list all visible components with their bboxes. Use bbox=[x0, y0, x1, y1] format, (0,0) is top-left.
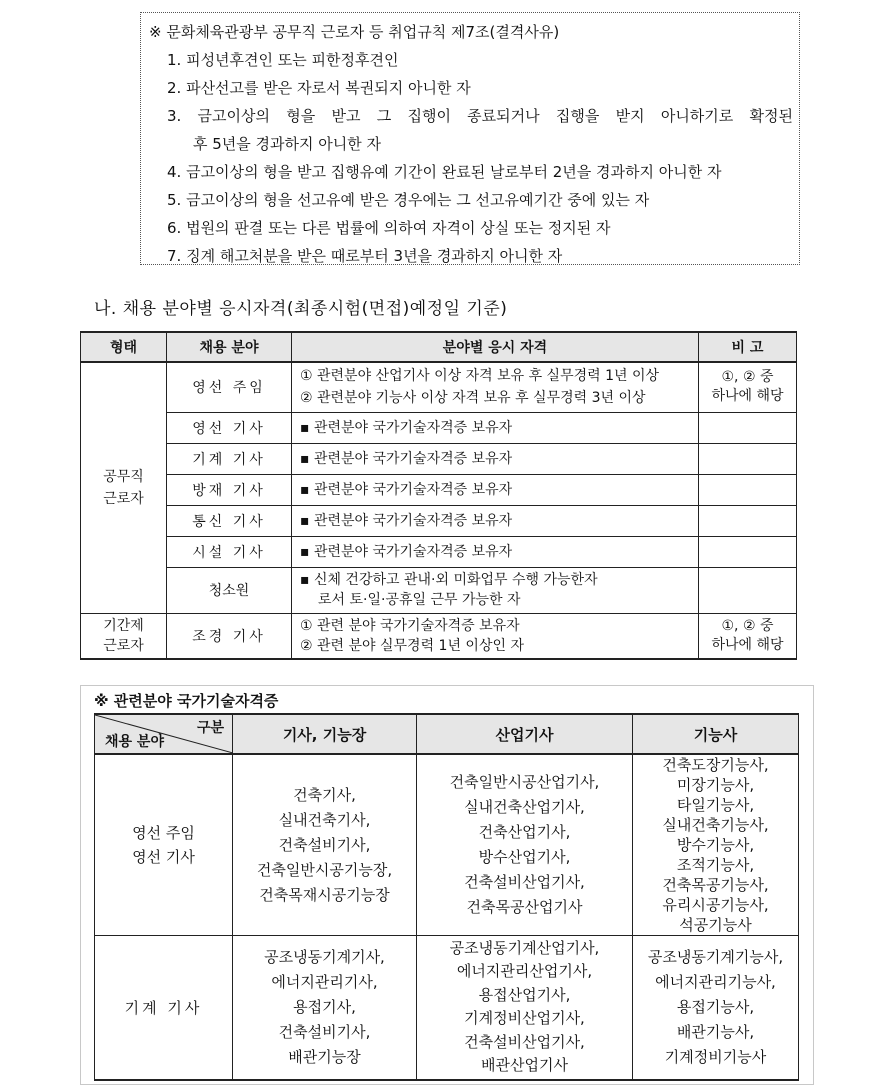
cert-item: 실내건축기능사, bbox=[662, 816, 769, 834]
certificate-table bbox=[94, 713, 799, 1081]
note-line: ①, ② 중 bbox=[721, 617, 774, 634]
field-cell bbox=[95, 754, 233, 936]
industrial-engineer-cell bbox=[417, 754, 633, 936]
cert-item: 에너지관리산업기사, bbox=[456, 962, 593, 981]
qualification-cell: ▪ 관련분야 국가기술자격증 보유자 bbox=[292, 443, 699, 474]
qualification-line: 로서 토·일·공휴일 근무 가능한 자 bbox=[318, 592, 521, 608]
cert-item: 실내건축기사, bbox=[278, 810, 371, 829]
qualification-line: ▪ 신체 건강하고 관내·외 미화업무 수행 가능한자 bbox=[300, 572, 598, 588]
cert-item: 조적기능사, bbox=[676, 856, 755, 874]
cert-item: 건축설비산업기사, bbox=[464, 1032, 585, 1051]
cert-item: 용접기사, bbox=[293, 997, 356, 1016]
cert-item: 배관기능사, bbox=[676, 1022, 755, 1041]
industrial-engineer-cell bbox=[417, 936, 633, 1080]
cert-item: 건축설비기사, bbox=[278, 835, 371, 854]
qualification-table bbox=[80, 331, 797, 660]
table-row bbox=[81, 412, 797, 443]
cert-item: 석공기능사 bbox=[679, 916, 752, 934]
qualification-cell: ▪ 관련분야 국가기술자격증 보유자 bbox=[292, 474, 699, 505]
qualification-cell: ▪ 관련분야 국가기술자격증 보유자 bbox=[292, 505, 699, 536]
qualification-line: ① 관련 분야 국가기술자격증 보유자 bbox=[300, 617, 520, 634]
field-cell: 영선 기사 bbox=[167, 412, 292, 443]
certificate-box-title: ※ 관련분야 국가기술자격증 bbox=[94, 692, 279, 710]
cert-item: 건축목공산업기사 bbox=[466, 898, 583, 916]
disqualification-item: 3. 금고이상의 형을 받고 그 집행이 종료되거나 집행을 받지 아니하기로 확정된 bbox=[167, 107, 793, 125]
type-label: 근로자 bbox=[103, 490, 144, 507]
header-craftsman: 기능사 bbox=[633, 714, 799, 754]
cert-item: 건축일반시공산업기사, bbox=[449, 773, 600, 791]
field-cell: 시설 기사 bbox=[167, 536, 292, 567]
header-qualification: 분야별 응시 자격 bbox=[292, 332, 699, 362]
cert-item: 공조냉동기계산업기사, bbox=[449, 938, 600, 957]
table-header-row bbox=[81, 332, 797, 362]
header-note: 비 고 bbox=[699, 332, 797, 362]
qualification-cell: ▪ 관련분야 국가기술자격증 보유자 bbox=[292, 536, 699, 567]
table-row bbox=[81, 567, 797, 613]
table-header-row bbox=[95, 714, 799, 754]
cert-item: 건축설비기사, bbox=[278, 1022, 371, 1041]
type-label: 기간제 bbox=[103, 617, 144, 634]
cert-item: 건축도장기능사, bbox=[662, 756, 769, 774]
disqualification-item: 2. 파산선고를 받은 자로서 복권되지 아니한 자 bbox=[167, 79, 471, 97]
craftsman-cell bbox=[633, 936, 799, 1080]
cert-item: 용접산업기사, bbox=[478, 985, 571, 1004]
qualification-line: ② 관련분야 기능사 이상 자격 보유 후 실무경력 3년 이상 bbox=[300, 390, 646, 407]
header-industrial-engineer: 산업기사 bbox=[417, 714, 633, 754]
cert-item: 에너지관리기사, bbox=[271, 972, 378, 991]
note-cell bbox=[699, 613, 797, 659]
cert-item: 방수산업기사, bbox=[478, 848, 571, 866]
qualification-line: ② 관련 분야 실무경력 1년 이상인 자 bbox=[300, 637, 524, 654]
table-row bbox=[81, 613, 797, 659]
note-cell bbox=[699, 474, 797, 505]
note-line: 하나에 해당 bbox=[711, 636, 784, 653]
corner-top-label: 구분 bbox=[196, 720, 224, 736]
field-cell: 영선 주임 bbox=[167, 362, 292, 412]
qualification-line: ① 관련분야 산업기사 이상 자격 보유 후 실무경력 1년 이상 bbox=[300, 368, 660, 385]
disqualification-item: 7. 징계 해고처분을 받은 때로부터 3년을 경과하지 아니한 자 bbox=[167, 247, 563, 265]
header-engineer: 기사, 기능장 bbox=[233, 714, 417, 754]
cert-item: 건축설비산업기사, bbox=[464, 873, 585, 891]
table-row bbox=[81, 443, 797, 474]
type-label: 공무직 bbox=[103, 468, 144, 485]
field-cell: 방재 기사 bbox=[167, 474, 292, 505]
craftsman-cell bbox=[633, 754, 799, 936]
qualification-cell bbox=[292, 567, 699, 613]
note-line: ①, ② 중 bbox=[721, 369, 774, 386]
type-label: 근로자 bbox=[103, 637, 144, 654]
cert-item: 배관산업기사 bbox=[481, 1056, 568, 1075]
disqualification-item-continued: 후 5년을 경과하지 아니한 자 bbox=[193, 135, 382, 153]
table-row bbox=[81, 536, 797, 567]
note-cell bbox=[699, 536, 797, 567]
qualification-cell bbox=[292, 613, 699, 659]
type-cell-permanent bbox=[81, 362, 167, 613]
note-cell bbox=[699, 362, 797, 412]
field-cell bbox=[95, 936, 233, 1080]
cert-item: 미장기능사, bbox=[676, 776, 755, 794]
cert-item: 실내건축산업기사, bbox=[464, 798, 585, 816]
table-row bbox=[81, 505, 797, 536]
cert-item: 배관기능장 bbox=[288, 1047, 361, 1066]
cert-item: 건축목공기능사, bbox=[662, 876, 769, 894]
note-cell bbox=[699, 443, 797, 474]
table-row bbox=[95, 754, 799, 936]
disqualification-item: 6. 법원의 판결 또는 다른 법률에 의하여 자격이 상실 또는 정지된 자 bbox=[167, 219, 611, 237]
qualification-cell bbox=[292, 362, 699, 412]
type-cell-temporary bbox=[81, 613, 167, 659]
field-label: 영선 주임 bbox=[132, 824, 195, 842]
table-row bbox=[81, 474, 797, 505]
cert-item: 건축일반시공기능장, bbox=[256, 860, 393, 879]
field-cell: 조경 기사 bbox=[167, 613, 292, 659]
disqualification-item: 1. 피성년후견인 또는 피한정후견인 bbox=[167, 51, 399, 69]
field-label: 기계 기사 bbox=[124, 998, 203, 1017]
field-cell: 통신 기사 bbox=[167, 505, 292, 536]
table-row bbox=[81, 362, 797, 412]
cert-item: 공조냉동기계기사, bbox=[264, 947, 385, 966]
cert-item: 기계정비기능사 bbox=[664, 1047, 767, 1066]
disqualification-heading: ※ 문화체육관광부 공무직 근로자 등 취업규칙 제7조(결격사유) bbox=[149, 23, 560, 41]
note-cell bbox=[699, 505, 797, 536]
cert-item: 기계정비산업기사, bbox=[464, 1009, 585, 1028]
corner-header bbox=[95, 714, 233, 754]
cert-item: 에너지관리기능사, bbox=[655, 972, 776, 991]
cert-item: 방수기능사, bbox=[676, 836, 755, 854]
note-cell bbox=[699, 412, 797, 443]
engineer-cell bbox=[233, 754, 417, 936]
engineer-cell bbox=[233, 936, 417, 1080]
cert-item: 용접기능사, bbox=[676, 997, 755, 1016]
header-field: 채용 분야 bbox=[167, 332, 292, 362]
field-cell: 기계 기사 bbox=[167, 443, 292, 474]
qualification-cell: ▪ 관련분야 국가기술자격증 보유자 bbox=[292, 412, 699, 443]
cert-item: 유리시공기능사, bbox=[662, 896, 769, 914]
cert-item: 공조냉동기계기능사, bbox=[647, 947, 784, 966]
cert-item: 건축기사, bbox=[293, 785, 356, 804]
field-label: 영선 기사 bbox=[132, 848, 195, 866]
header-type: 형태 bbox=[81, 332, 167, 362]
corner-bottom-label: 채용 분야 bbox=[105, 734, 164, 750]
disqualification-item: 5. 금고이상의 형을 선고유예 받은 경우에는 그 선고유예기간 중에 있는 자 bbox=[167, 191, 650, 209]
disqualification-box bbox=[140, 12, 800, 265]
disqualification-item: 4. 금고이상의 형을 받고 집행유예 기간이 완료된 날로부터 2년을 경과하지 아니한 자 bbox=[167, 163, 722, 181]
cert-item: 타일기능사, bbox=[676, 796, 755, 814]
field-cell: 청소원 bbox=[167, 567, 292, 613]
note-cell bbox=[699, 567, 797, 613]
section-title: 나. 채용 분야별 응시자격(최종시험(면접)예정일 기준) bbox=[94, 299, 508, 319]
cert-item: 건축산업기사, bbox=[478, 823, 571, 841]
table-row bbox=[95, 936, 799, 1080]
cert-item: 건축목재시공기능장 bbox=[259, 885, 390, 904]
note-line: 하나에 해당 bbox=[711, 388, 784, 405]
